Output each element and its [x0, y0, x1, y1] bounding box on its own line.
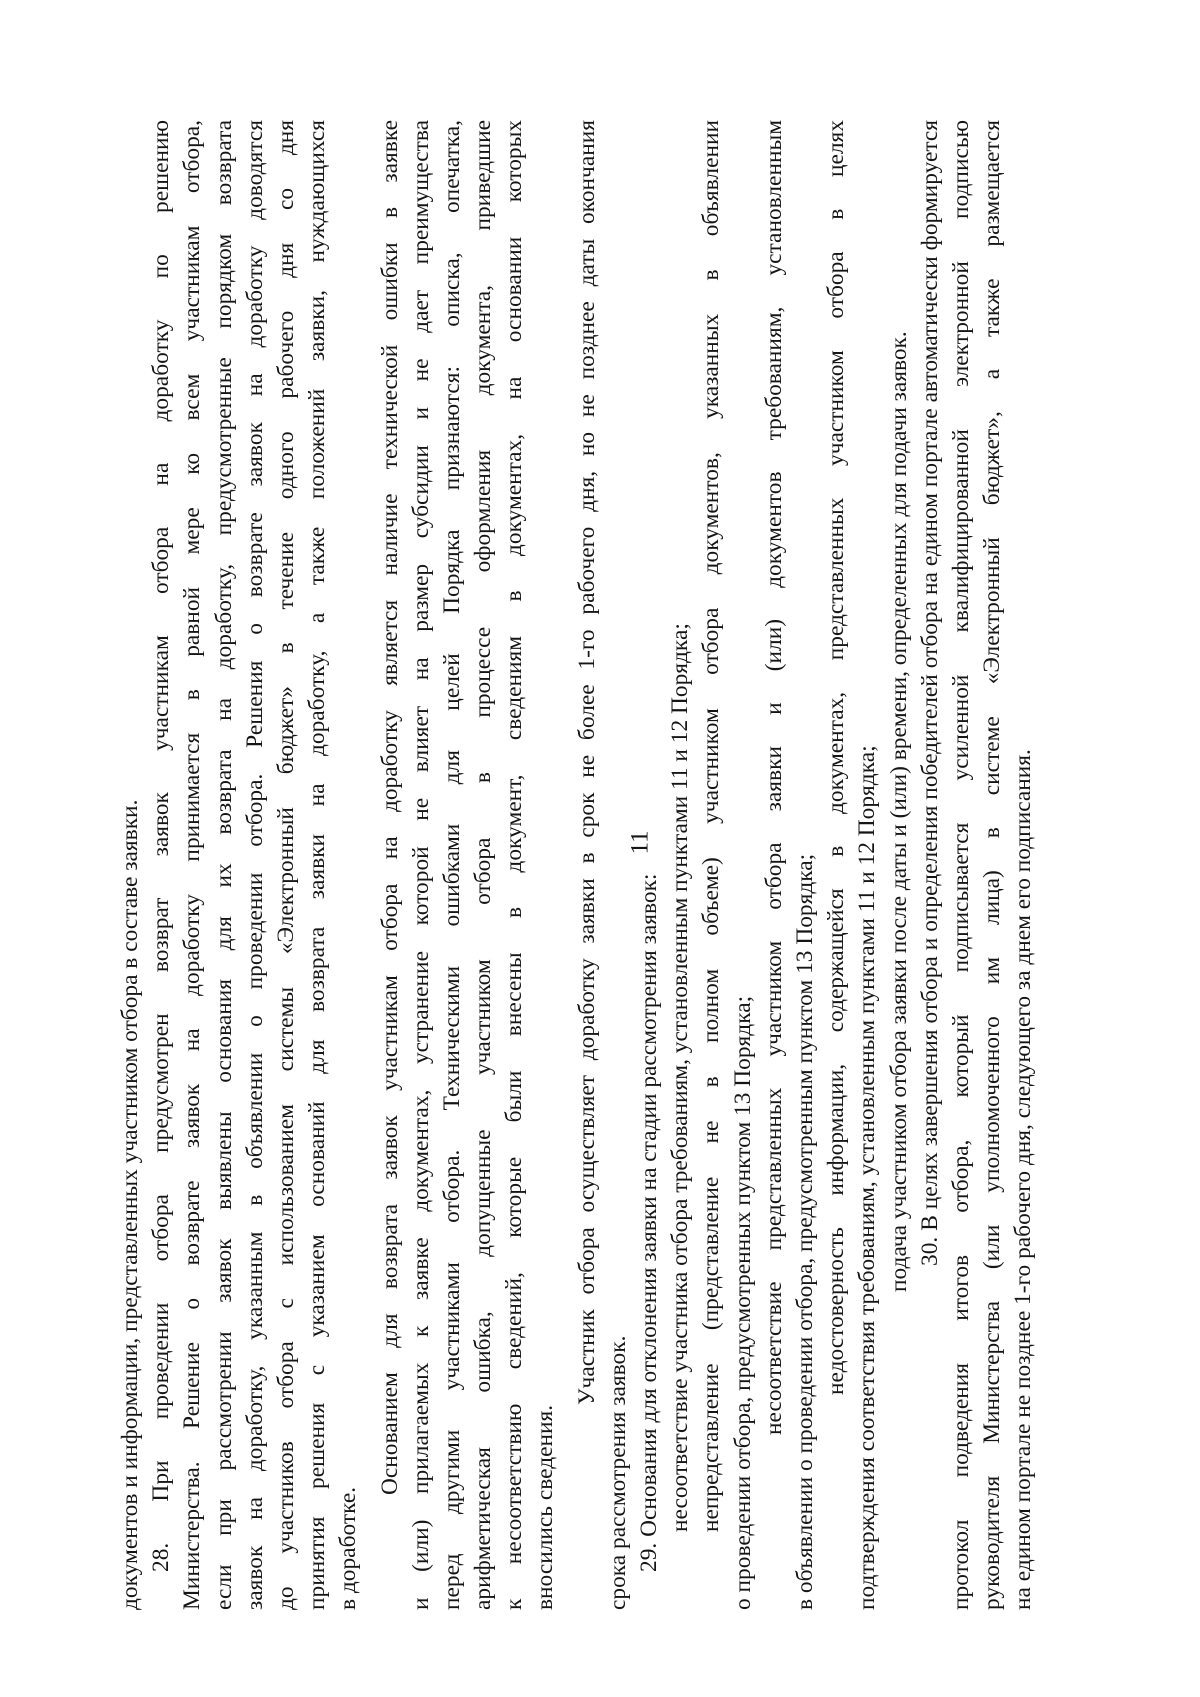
text-line: на едином портале не позднее 1-го рабочего дня, следующего за днем его подписания. [1010, 749, 1037, 1610]
paragraph-30-start: 30. В целях завершения отбора и определения победителей отбора на едином портале автоматически формируется [916, 120, 943, 1266]
text-line: руководителя Министерства (или уполномоченного им лица) в системе «Электронный бюджет», а также размещается [979, 120, 1006, 1610]
text-line: в доработке. [335, 1486, 362, 1610]
text-line: и (или) прилагаемых к заявке документах, устранение которой не влияет на размер субсидии и не дает преимущества [407, 120, 434, 1610]
text-line: принятия решения с указанием оснований для возврата заявки на доработку, а также положений заявки, нуждающихся [304, 120, 331, 1610]
text-line: заявок на доработку, указанным в объявлении о проведении отбора. Решения о возврате заявок на доработку доводятся [241, 120, 268, 1610]
text-line: в объявлении о проведении отбора, предусмотренным пунктом 13 Порядка; [791, 853, 818, 1610]
list-item: несоответствие участника отбора требованиям, установленным пунктами 11 и 12 Порядка; [667, 623, 694, 1532]
page-number: 11 [626, 830, 654, 855]
text-line: вносились сведения. [532, 1404, 559, 1610]
document-body [115, 120, 1075, 1610]
list-item: несоответствие представленных участником отбора заявки и (или) документов требованиям, установленным [760, 120, 787, 1435]
text-line: к несоответствию сведений, которые были внесены в документ, сведениям в документах, на основании которых [501, 120, 528, 1610]
paragraph-start: Основанием для возврата заявок участникам отбора на доработку является наличие технической ошибки в заявке [376, 120, 403, 1495]
text-line: протокол подведения итогов отбора, который подписывается усиленной квалифицированной электронной подписью [947, 120, 974, 1610]
paragraph-28-start: 28. При проведении отбора предусмотрен возврат заявок участникам отбора на доработку по решению [148, 120, 175, 1572]
text-line: перед другими участниками отбора. Техническими ошибками для целей Порядка признаются: описка, опечатка, [438, 120, 465, 1610]
text-line: подтверждения соответствия требованиям, установленным пунктами 11 и 12 Порядка; [854, 745, 881, 1610]
text-line: арифметическая ошибка, допущенные участником отбора в процессе оформления документа, приведшие [470, 120, 497, 1610]
text-line: о проведении отбора, предусмотренных пунктом 13 Порядка; [729, 995, 756, 1610]
text-line: Министерства. Решение о возврате заявок на доработку принимается в равной мере ко всем участникам отбора, [179, 120, 206, 1610]
paragraph-29-start: 29. Основания для отклонения заявки на стадии рассмотрения заявок: [636, 873, 662, 1572]
text-line: до участников отбора с использованием системы «Электронный бюджет» в течение одного рабочего дня со дня [272, 120, 299, 1610]
text-line: срока рассмотрения заявок. [604, 1335, 631, 1610]
paragraph-start: Участник отбора осуществляет доработку заявки в срок не более 1-го рабочего дня, но не позднее даты окончания [573, 120, 600, 1405]
list-item: недостоверность информации, содержащейся в документах, представленных участником отбора в целях [823, 120, 850, 1395]
text-line: документов и информации, представленных участником отбора в составе заявки. [117, 799, 143, 1610]
text-line: если при рассмотрении заявок выявлены основания для их возврата на доработку, предусмотренные порядком возврата [210, 120, 237, 1610]
list-item: непредставление (представление не в полном объеме) участником отбора документов, указанных в объявлении [698, 120, 725, 1532]
list-item: подача участником отбора заявки после даты и (или) времени, определенных для подачи заявок. [885, 331, 912, 1292]
